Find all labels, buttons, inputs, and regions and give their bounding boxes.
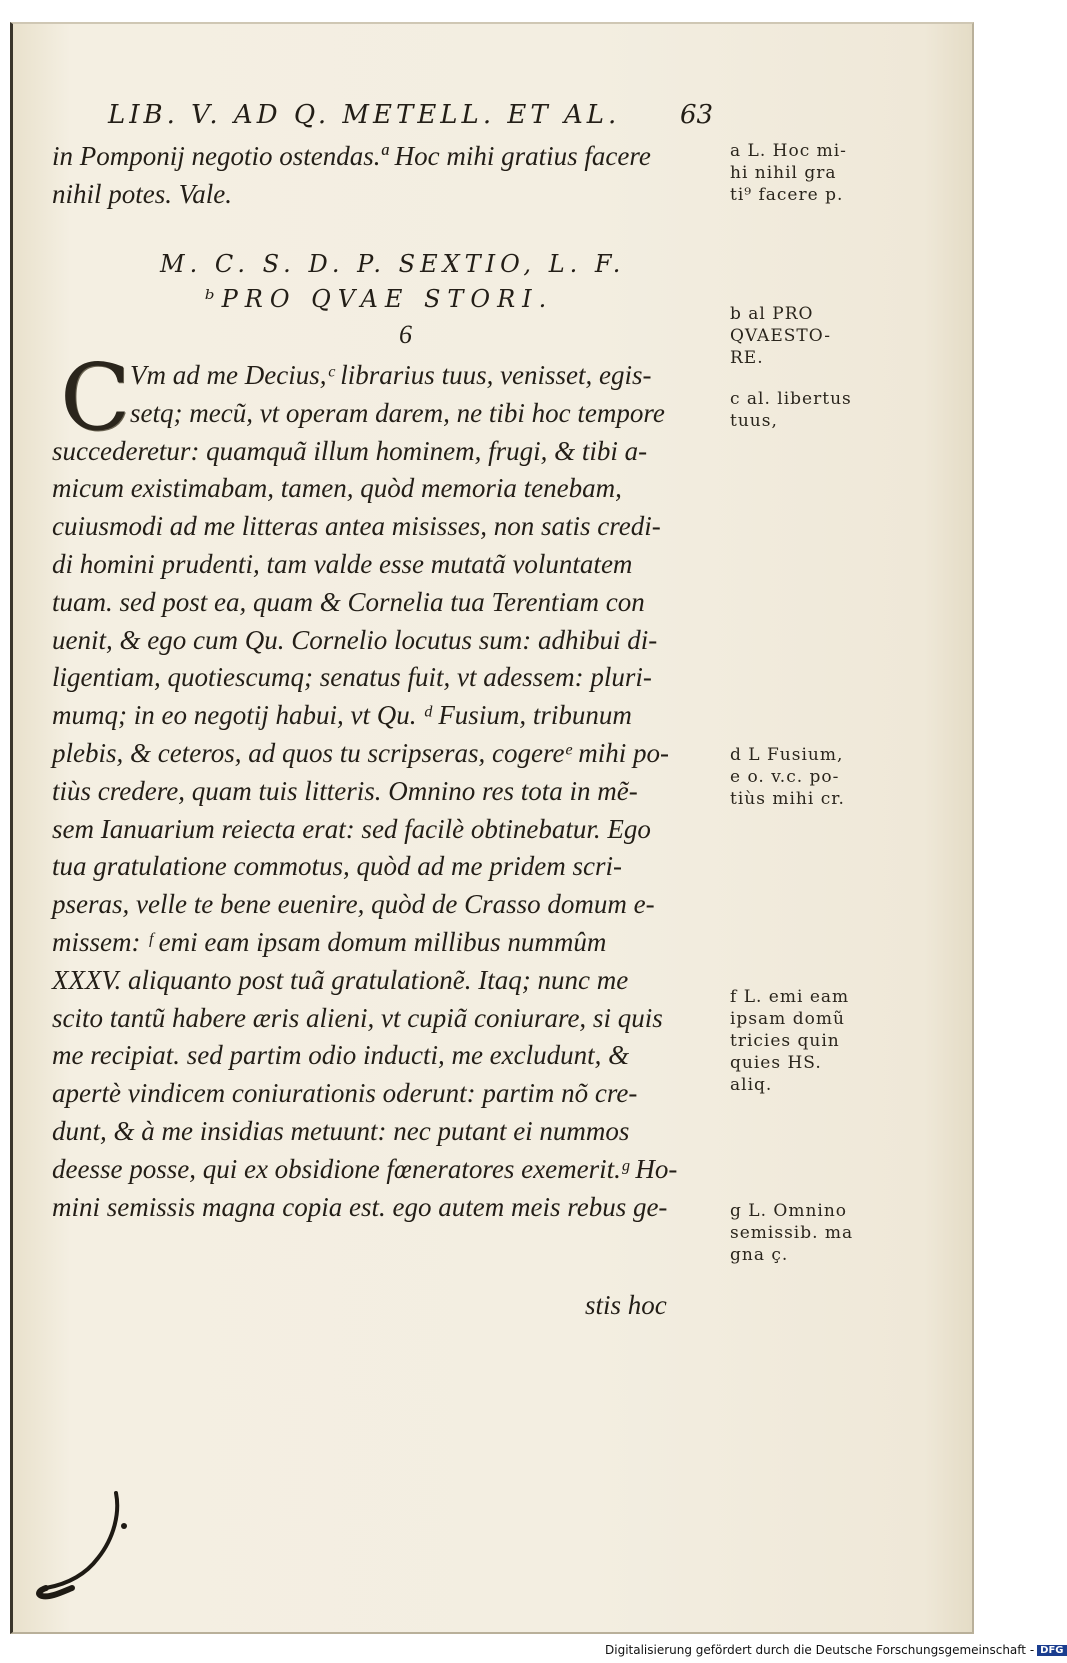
marginal-note-line: aliq. [730,1075,773,1095]
text-line: tua gratulatione commotus, quòd ad me pridem scri- [52,851,622,882]
text-line: cuiusmodi ad me litteras antea misisses, non satis credi- [52,511,661,542]
marginal-note-line: hi nihil gra [730,163,837,183]
marginal-note-g [730,1200,890,1266]
text-line: tiùs credere, quam tuis litteris. Omnino res tota in mẽ- [52,775,638,806]
text-line: nihil potes. Vale. [52,178,232,209]
text-line: missem: ᶠ emi eam ipsam domum millibus nummûm [52,926,607,957]
marginal-note-line: tricies quin [730,1031,840,1051]
marginal-note-b [730,303,890,369]
previous-letter-ending [52,138,722,214]
text-line: uenit, & ego cum Qu. Cornelio locutus sum: adhibui di- [52,624,658,655]
credit-text: Digitalisierung gefördert durch die Deutsche Forschungsgemeinschaft - [605,1643,1035,1657]
marginal-note-line: d L Fusium, [730,745,844,765]
marginal-note-line: b al PRO [730,304,814,324]
text-line: in Pomponij negotio ostendas.ª Hoc mihi gratius facere [52,141,651,171]
digitization-credit [605,1643,1067,1657]
marginal-note-line: tuus, [730,411,778,431]
text-line: deesse posse, qui ex obsidione fœneratores exemerit.ᵍ Ho- [52,1153,678,1184]
catchword: stis hoc [585,1290,667,1320]
marginal-note-line: RE. [730,348,764,368]
marginal-note-line: c al. libertus [730,389,852,409]
letter-salutation: M. C. S. D. P. SEXTIO, L. F. [160,250,626,278]
letter-number: 6 [399,320,412,349]
text-line: tuam. sed post ea, quam & Cornelia tua Terentiam con [52,586,645,617]
marginal-note-line: f L. emi eam [730,987,850,1007]
text-line: mini semissis magna copia est. ego autem meis rebus ge- [52,1191,668,1222]
marginal-note-line: a L. Hoc mi- [730,141,847,161]
text-line: plebis, & ceteros, ad quos tu scripseras, cogereᵉ mihi po- [52,737,670,768]
text-line: setq; mecũ, vt operam darem, ne tibi hoc tempore [130,397,665,428]
text-line: micum existimabam, tamen, quòd memoria tenebam, [52,473,622,504]
text-line: succederetur: quamquã illum hominem, frugi, & tibi a- [52,435,648,466]
text-line: me recipiat. sed partim odio inducti, me excludunt, & [52,1040,630,1071]
marginal-note-c [730,388,890,432]
marginal-note-line: g L. Omnino [730,1201,848,1221]
text-line: pseras, velle te bene euenire, quòd de Crasso domum e- [52,889,655,920]
text-line: mumq; in eo negotij habui, vt Qu. ᵈ Fusium, tribunum [52,700,632,731]
marginal-note-line: gna ç. [730,1245,789,1265]
text-line: XXXV. aliquanto post tuã gratulationẽ. Itaq; nunc me [52,964,629,995]
marginal-note-line: ipsam domũ [730,1009,845,1029]
text-line: scito tantũ habere æris alieni, vt cupiã coniurare, si quis [52,1002,663,1033]
dfg-logo: DFG [1037,1645,1066,1656]
marginal-note-line: ti⁹ facere p. [730,185,844,205]
marginal-note-f [730,986,890,1096]
marginal-note-line: QVAESTO- [730,326,832,346]
letter-recipient-title: ᵇPRO QVAE STORI. [205,285,554,313]
drop-capital: C [60,344,131,451]
text-line: di homini prudenti, tam valde esse mutatã voluntatem [52,548,633,579]
marginal-note-line: e o. v.c. po- [730,767,840,787]
running-head [108,100,718,130]
letter-body [52,344,722,1226]
marginal-note-d [730,744,890,810]
marginal-note-a [730,140,890,206]
marginal-note-line: semissib. ma [730,1223,854,1243]
folio-number: 63 [680,100,714,130]
marginal-note-line: tiùs mihi cr. [730,789,845,809]
text-line: sem Ianuarium reiecta erat: sed facilè obtinebatur. Ego [52,813,651,844]
running-head-text: LIB. V. AD Q. METELL. ET AL. [108,100,621,130]
text-line: apertè vindicem coniurationis oderunt: partim nõ cre- [52,1078,638,1109]
marginal-note-line: quies HS. [730,1053,822,1073]
text-line: ligentiam, quotiescumq; senatus fuit, vt adessem: pluri- [52,662,652,693]
ink-stroke-mark [28,1488,138,1608]
text-line: Vm ad me Decius,ᶜ librarius tuus, venisset, egis- [130,360,652,390]
text-line: dunt, & à me insidias metuunt: nec putant ei nummos [52,1115,630,1146]
